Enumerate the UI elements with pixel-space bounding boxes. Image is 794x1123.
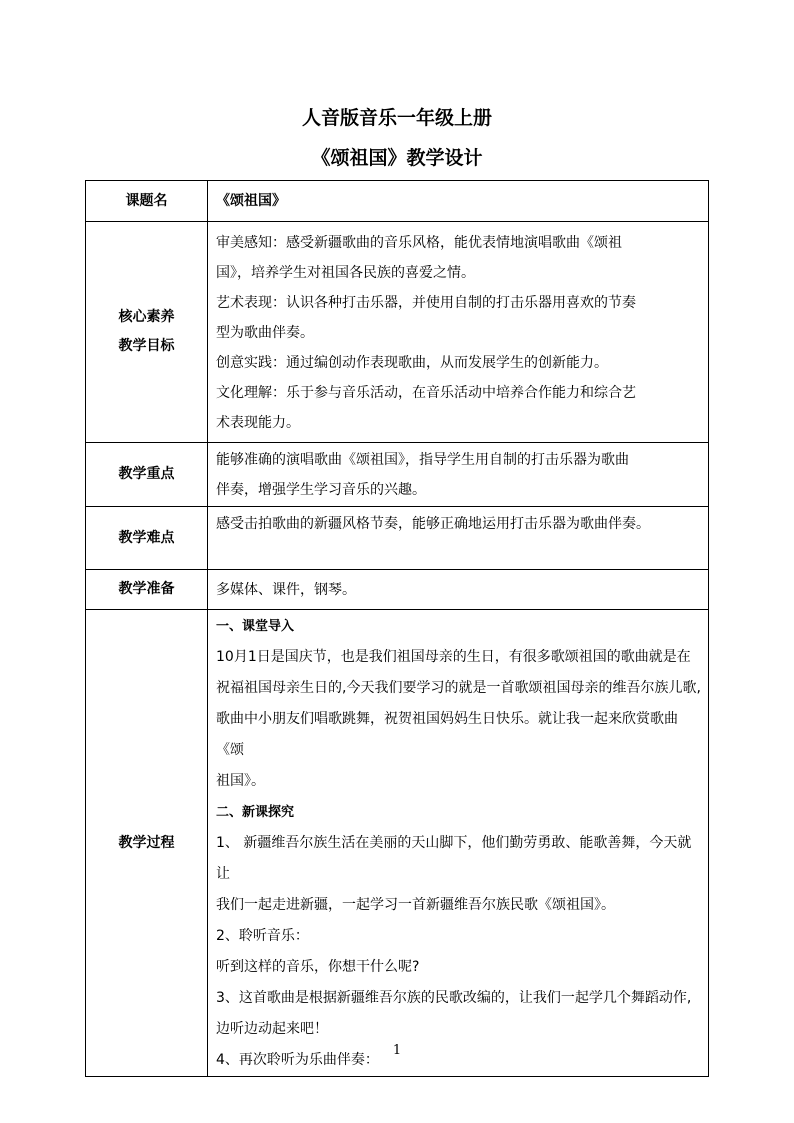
row-preparation [86, 570, 709, 610]
intro-line: 10月1日是国庆节，也是我们祖国母亲的生日，有很多歌颂祖国的歌曲就是在 [216, 649, 691, 665]
intro-line: 祖国》。 [216, 773, 265, 789]
label-goals-line2: 教学目标 [118, 338, 175, 354]
goal-line: 国》，培养学生对祖国各民族的喜爱之情。 [216, 265, 475, 281]
step-line: 3、这首歌曲是根据新疆维吾尔族的民歌改编的，让我们一起学几个舞蹈动作, [216, 990, 692, 1006]
section-heading-intro: 一、课堂导入 [216, 619, 295, 634]
label-preparation: 教学准备 [86, 570, 208, 610]
key-point-line: 能够准确的演唱歌曲《颂祖国》，指导学生用自制的打击乐器为歌曲 [216, 452, 629, 468]
goal-line: 文化理解：乐于参与音乐活动，在音乐活动中培养合作能力和综合艺 [216, 385, 636, 401]
step-line: 1、 新疆维吾尔族生活在美丽的天山脚下，他们勤劳勇敢、能歌善舞，今天就让 [216, 835, 692, 882]
goal-line: 创意实践：通过编创动作表现歌曲，从而发展学生的创新能力。 [216, 355, 608, 371]
label-difficulties: 教学难点 [86, 507, 208, 570]
value-difficulties [208, 507, 709, 570]
intro-line: 歌曲中小朋友们唱歌跳舞，祝贺祖国妈妈生日快乐。就让我一起来欣赏歌曲《颂 [216, 711, 678, 758]
label-goals [86, 222, 208, 443]
key-point-line: 伴奏，增强学生学习音乐的兴趣。 [216, 482, 426, 498]
page-number: 1 [392, 1043, 402, 1058]
step-line: 我们一起走进新疆，一起学习一首新疆维吾尔族民歌《颂祖国》。 [216, 897, 615, 913]
difficulty-line: 感受击拍歌曲的新疆风格节奏，能够正确地运用打击乐器为歌曲伴奏。 [216, 516, 650, 532]
step-line: 边听边动起来吧！ [216, 1021, 328, 1037]
goal-line: 审美感知：感受新疆歌曲的音乐风格，能优表情地演唱歌曲《颂祖 [216, 235, 622, 251]
label-key-points: 教学重点 [86, 443, 208, 507]
step-line: 听到这样的音乐，你想干什么呢? [216, 959, 420, 975]
row-goals [86, 222, 709, 443]
value-topic: 《颂祖国》 [208, 181, 709, 222]
row-topic [86, 181, 709, 222]
label-topic: 课题名 [86, 181, 208, 222]
goal-line: 艺术表现：认识各种打击乐器，并使用自制的打击乐器用喜欢的节奏 [216, 295, 636, 311]
row-process [86, 610, 709, 1077]
goal-line: 型为歌曲伴奏。 [216, 325, 314, 341]
value-preparation: 多媒体、课件，钢琴。 [208, 570, 709, 610]
label-process: 教学过程 [86, 610, 208, 1077]
document-title-line2: 《颂祖国》教学设计 [311, 147, 483, 169]
goal-line: 术表现能力。 [216, 415, 300, 431]
intro-line: 祝福祖国母亲生日的,今天我们要学习的就是一首歌颂祖国母亲的维吾尔族儿歌, [216, 680, 701, 696]
row-difficulties [86, 507, 709, 570]
lesson-plan-table [85, 180, 709, 1077]
value-goals [208, 222, 709, 443]
label-goals-line1: 核心素养 [118, 309, 175, 325]
step-line: 4、再次聆听为乐曲伴奏： [216, 1052, 379, 1068]
step-line: 2、聆听音乐： [216, 928, 309, 944]
document-title-line1: 人音版音乐一年级上册 [301, 107, 492, 129]
row-key-points [86, 443, 709, 507]
value-process [208, 610, 709, 1077]
value-key-points [208, 443, 709, 507]
section-heading-explore: 二、新课探究 [216, 805, 295, 820]
